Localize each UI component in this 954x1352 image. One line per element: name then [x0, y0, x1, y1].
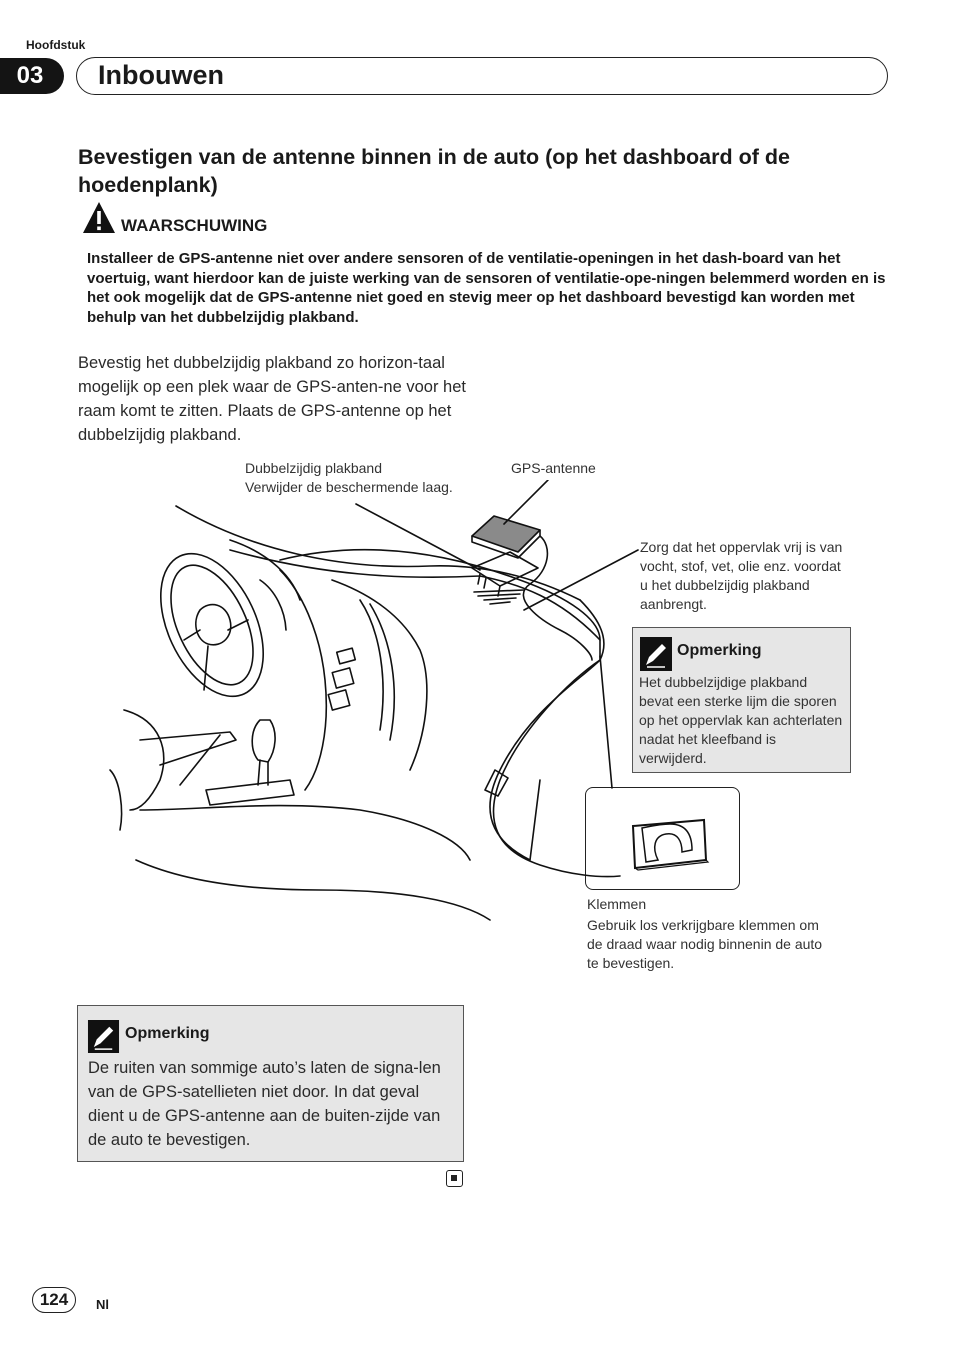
figure-note-title: Opmerking: [677, 642, 762, 659]
language-code: Nl: [96, 1297, 109, 1312]
warning-triangle-icon: [82, 201, 116, 235]
label-gps-antenna: GPS-antenne: [511, 460, 596, 476]
chapter-label: Hoofdstuk: [26, 38, 86, 52]
label-tape-instruction: Verwijder de beschermende laag.: [245, 479, 453, 495]
body-text: Bevestig het dubbelzijdig plakband zo horizon-taal mogelijk op een plek waar de GPS-anten-ne voor het raam komt te zitten. Plaats de GPS-antenne op het dubbelzijdig plakband.: [78, 354, 466, 444]
pencil-note-icon: [87, 1020, 120, 1053]
warning-title: WAARSCHUWING: [121, 216, 268, 235]
page-number: 124: [32, 1287, 76, 1313]
label-tape: Dubbelzijdig plakband: [245, 460, 382, 476]
label-surface-clean: Zorg dat het oppervlak vrij is van vocht, stof, vet, olie enz. voordat u het dubbelzijdig plakband aanbrengt.: [640, 539, 843, 612]
note-text: De ruiten van sommige auto’s laten de signa-len van de GPS-satellieten niet door. In dat geval dient u de GPS-antenne aan de buiten-zijde van de auto te bevestigen.: [88, 1059, 441, 1149]
note-box: [77, 1005, 464, 1162]
section-title: Bevestigen van de antenne binnen in de auto (op het dashboard of de hoedenplank): [78, 145, 790, 197]
chapter-number: 03: [0, 58, 64, 94]
note-title: Opmerking: [125, 1025, 210, 1042]
chapter-title: Inbouwen: [98, 60, 224, 90]
end-of-section-mark: [446, 1170, 463, 1187]
car-interior-illustration: [100, 480, 660, 950]
figure-note-box: [632, 627, 851, 773]
clamps-title: Klemmen: [587, 896, 647, 912]
figure-note-text: Het dubbelzijdige plakband bevat een sterke lijm die sporen op het oppervlak kan achterlaten nadat het kleefband is verwijderd.: [639, 674, 843, 766]
clamps-text: Gebruik los verkrijgbare klemmen om de draad waar nodig binnenin de auto te bevestigen.: [587, 917, 823, 971]
warning-text: Installeer de GPS-antenne niet over andere sensoren of de ventilatie-openingen in het dash-board van het voertuig, want hierdoor kan de juiste werking van de sensoren of ventilatie-ope-ningen belemmerd worden en is het ook mogelijk dat de GPS-antenne niet goed en stevig meer op het dashboard bevestigd kan worden met behulp van het dubbelzijdig plakband.: [87, 250, 886, 326]
